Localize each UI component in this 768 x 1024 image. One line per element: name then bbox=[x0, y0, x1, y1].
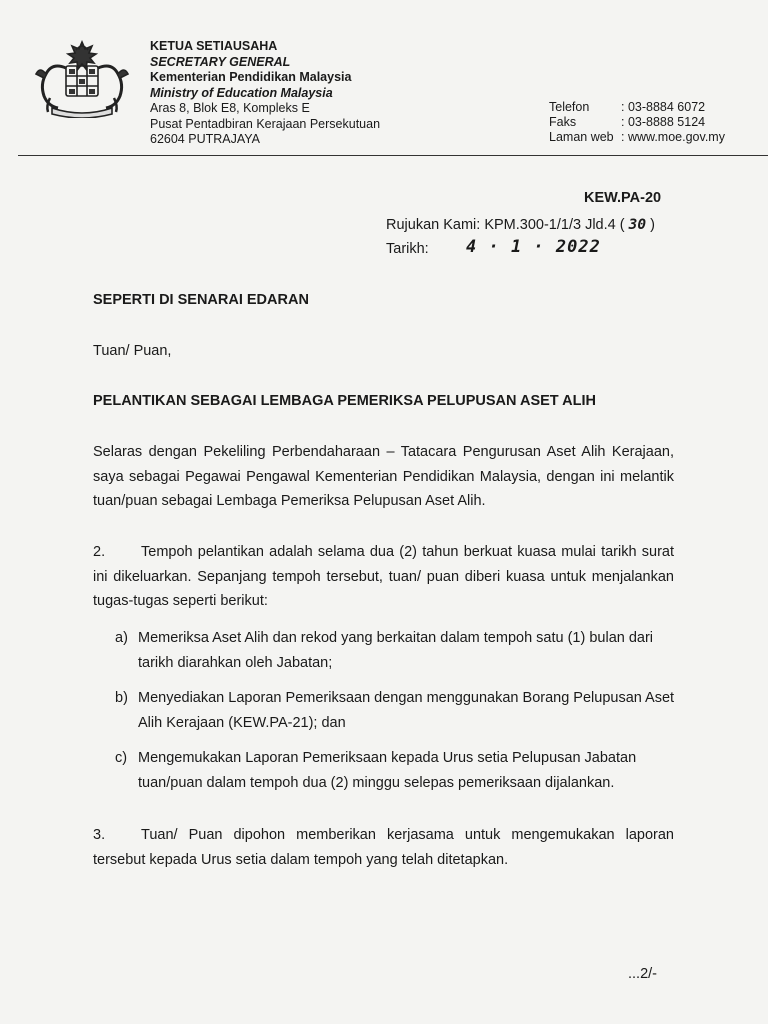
reference-label: Rujukan Kami: KPM.300-1/1/3 Jld.4 ( bbox=[386, 217, 625, 233]
form-code: KEW.PA-20 bbox=[584, 190, 662, 206]
salutation: Tuan/ Puan, bbox=[93, 343, 172, 359]
paragraph-number: 3. bbox=[93, 827, 106, 843]
reference-close: ) bbox=[650, 217, 655, 233]
list-item-text: Memeriksa Aset Alih dan rekod yang berkaitan dalam tempoh satu (1) bulan dari tarikh diarahkan oleh Jabatan; bbox=[138, 630, 654, 671]
letterhead-ministry-en: Ministry of Education Malaysia bbox=[150, 85, 333, 100]
duty-list-item bbox=[115, 746, 675, 795]
contact-row-phone bbox=[549, 100, 725, 115]
list-item-text: Menyediakan Laporan Pemeriksaan dengan menggunakan Borang Pelupusan Aset Alih Kerajaan (KEW.PA-21); dan bbox=[138, 690, 675, 731]
letterhead-address-line3: 62604 PUTRAJAYA bbox=[150, 132, 261, 146]
list-item-text: Mengemukakan Laporan Pemeriksaan kepada Urus setia Pelupusan Jabatan tuan/puan dalam tempoh dua (2) minggu selepas pemeriksaan dijalankan. bbox=[138, 750, 637, 791]
duty-list-item bbox=[115, 686, 675, 735]
duty-list-item bbox=[115, 626, 675, 675]
date-line bbox=[386, 237, 601, 257]
letterhead-ministry-ms: Kementerian Pendidikan Malaysia bbox=[150, 70, 352, 84]
contact-label: Faks bbox=[549, 115, 577, 129]
letterhead-title-ms: KETUA SETIAUSAHA bbox=[150, 39, 278, 53]
list-marker: b) bbox=[115, 690, 128, 706]
letterhead-divider bbox=[18, 155, 768, 156]
reference-handwritten-number: 30 bbox=[628, 217, 647, 233]
contact-row-fax bbox=[549, 115, 725, 130]
letterhead-address-line1: Aras 8, Blok E8, Kompleks E bbox=[150, 101, 310, 115]
letterhead-title-en: SECRETARY GENERAL bbox=[150, 54, 291, 69]
contact-label: Laman web bbox=[549, 130, 614, 144]
letterhead-address bbox=[150, 39, 380, 148]
contact-row-web bbox=[549, 130, 725, 145]
contact-value: : 03-8888 5124 bbox=[621, 115, 706, 129]
date-label: Tarikh: bbox=[386, 241, 429, 257]
letterhead-address-line2: Pusat Pentadbiran Kerajaan Persekutuan bbox=[150, 116, 381, 131]
paragraph-2-text: Tempoh pelantikan adalah selama dua (2) tahun berkuat kuasa mulai tarikh surat ini dikeluarkan. Sepanjang tempoh tersebut, tuan/ puan diberi kuasa untuk menjalankan tugas-tugas seperti berikut: bbox=[93, 544, 674, 609]
contact-value: : 03-8884 6072 bbox=[621, 100, 706, 114]
letterhead-contact bbox=[549, 100, 725, 145]
letter-subject: PELANTIKAN SEBAGAI LEMBAGA PEMERIKSA PELUPUSAN ASET ALIH bbox=[93, 393, 596, 409]
paragraph-number: 2. bbox=[93, 544, 106, 560]
contact-value: : www.moe.gov.my bbox=[621, 130, 725, 144]
paragraph-3-text: Tuan/ Puan dipohon memberikan kerjasama untuk mengemukakan laporan tersebut kepada Urus setia dalam tempoh yang telah ditetapkan. bbox=[93, 827, 674, 868]
list-marker: a) bbox=[115, 630, 128, 646]
paragraph-1: Selaras dengan Pekeliling Perbendaharaan – Tatacara Pengurusan Aset Alih Kerajaan, saya sebagai Pegawai Pengawal Kementerian Pendidikan Malaysia, dengan ini melantik tuan/puan sebagai Lembaga Pemeriksa Pelupusan Aset Alih. bbox=[93, 444, 674, 509]
paragraph-2 bbox=[93, 540, 674, 614]
date-handwritten: 4 · 1 · 2022 bbox=[466, 237, 601, 257]
list-marker: c) bbox=[115, 750, 128, 766]
reference-number bbox=[386, 217, 655, 233]
paragraph-3 bbox=[93, 823, 674, 872]
contact-label: Telefon bbox=[549, 100, 590, 114]
addressee: SEPERTI DI SENARAI EDARAN bbox=[93, 292, 309, 308]
malaysia-coat-of-arms-logo bbox=[30, 38, 134, 118]
page-continuation: ...2/- bbox=[628, 966, 658, 982]
